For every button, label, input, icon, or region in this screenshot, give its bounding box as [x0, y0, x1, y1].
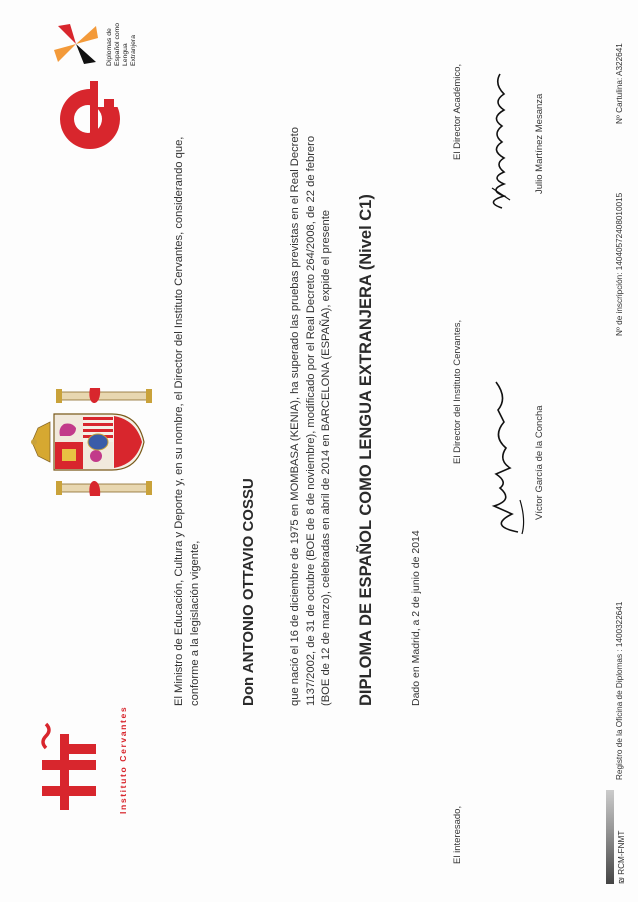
recipient-prefix: Don [240, 676, 257, 706]
ele-logo [52, 73, 136, 157]
printer-bar [606, 790, 614, 884]
ele-line-2: Español como [114, 22, 121, 66]
instituto-cervantes-logo [38, 722, 100, 814]
inscripcion-text: Nº de inscripción: 14040572408010015 [615, 192, 624, 336]
interesado-label: El interesado, [452, 805, 463, 864]
ele-line-4: Extranjera [130, 35, 137, 66]
recipient-line [240, 478, 257, 706]
director-signature [478, 360, 528, 540]
printer-text: RCM-FNMT [617, 830, 626, 875]
ele-logo-text [106, 6, 138, 66]
ele-line-1: Diplomas de [106, 28, 113, 66]
coat-of-arms [30, 388, 158, 496]
intro-text: El Ministro de Educación, Cultura y Deporte y, en su nombre, el Director del Instituto Cervantes, considerando que, conforme a la legislación vigente, [173, 136, 201, 706]
printer-mark [617, 831, 626, 884]
ele-line-3: Lengua [122, 43, 129, 66]
director-name: Víctor García de la Concha [534, 405, 545, 520]
fnmt-icon: ₪ [617, 877, 626, 884]
academico-signature [478, 54, 518, 214]
registro-text: Registro de la Oficina de Diplomas : 1400322641 [615, 601, 624, 780]
cartulina-text: Nº Cartulina: A322641 [615, 43, 624, 124]
recipient-name: ANTONIO OTTAVIO COSSU [240, 478, 257, 674]
body-text: que nació el 16 de diciembre de 1975 en MOMBASA (KENIA), ha superado las pruebas previstas en el Real Decreto 1137/2002, de 31 de octubre (BOE de 8 de noviembre), modificado por el Real Decreto 264/2008, de 22 de febrero (BOE de 12 de marzo), celebradas en abril de 2014 en BARCELONA (ESPAÑA), expide el presente [289, 127, 332, 706]
diploma-title: DIPLOMA DE ESPAÑOL COMO LENGUA EXTRANJERA (Nivel C1) [357, 194, 375, 706]
director-label: El Director del Instituto Cervantes, [452, 319, 463, 464]
academico-label: El Director Académico, [452, 63, 463, 160]
cervantes-logo-text: Instituto Cervantes [118, 705, 128, 814]
date-line: Dado en Madrid, a 2 de junio de 2014 [410, 530, 422, 706]
ele-pinwheel-icon [52, 22, 102, 66]
academico-name: Julio Martínez Mesanza [534, 93, 545, 194]
